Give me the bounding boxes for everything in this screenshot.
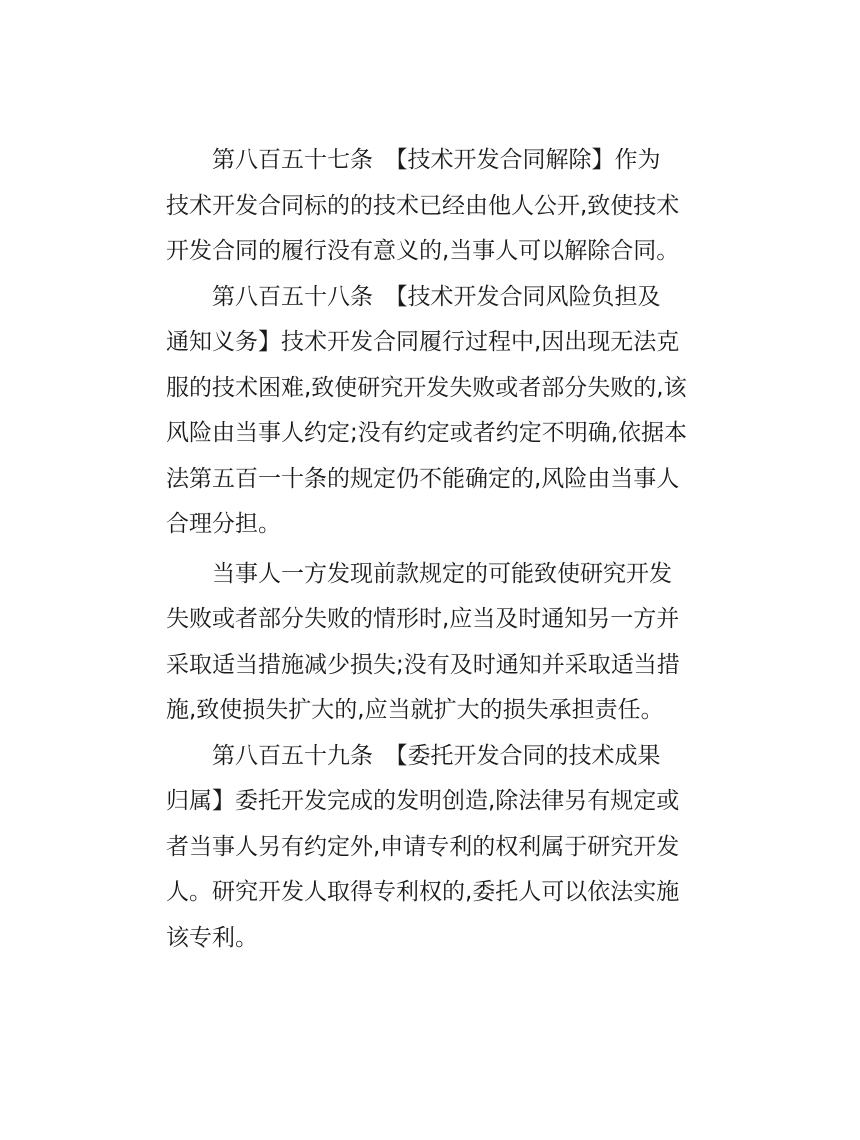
text-line: 合理分担。 [166,511,281,537]
paragraph-article-858-second [166,552,686,734]
text-line: 当事人一方发现前款规定的可能致使研究开发 [212,560,672,587]
text-line: 归属】委托开发完成的发明创造,除法律另有规定或 [166,788,680,814]
text-line: 技术开发合同标的的技术已经由他人公开,致使技术 [166,192,680,219]
text-line: 第八百五十八条 【技术开发合同风险负担及 [212,283,661,310]
text-line: 第八百五十七条 【技术开发合同解除】作为 [212,147,661,173]
text-line: 第八百五十九条 【委托开发合同的技术成果 [212,742,661,769]
text-line: 者当事人另有约定外,申请专利的权利属于研究开发 [166,833,680,860]
paragraph-article-858 [166,275,686,548]
text-line: 服的技术困难,致使研究开发失败或者部分失败的,该 [166,374,687,401]
text-line: 采取适当措施减少损失;没有及时通知并采取适当措 [166,651,680,678]
text-line: 人。研究开发人取得专利权的,委托人可以依法实施 [166,879,680,905]
text-line: 该专利。 [166,924,258,951]
text-line: 通知义务】技术开发合同履行过程中,因出现无法克 [166,329,680,355]
document-body [166,138,686,961]
paragraph-article-857 [166,138,686,275]
text-line: 失败或者部分失败的情形时,应当及时通知另一方并 [166,606,680,632]
text-line: 风险由当事人约定;没有约定或者约定不明确,依据本 [166,420,688,446]
text-line: 法第五百一十条的规定仍不能确定的,风险由当事人 [166,465,680,492]
paragraph-article-859 [166,734,686,962]
text-line: 施,致使损失扩大的,应当就扩大的损失承担责任。 [166,697,664,723]
text-line: 开发合同的履行没有意义的,当事人可以解除合同。 [166,238,680,264]
